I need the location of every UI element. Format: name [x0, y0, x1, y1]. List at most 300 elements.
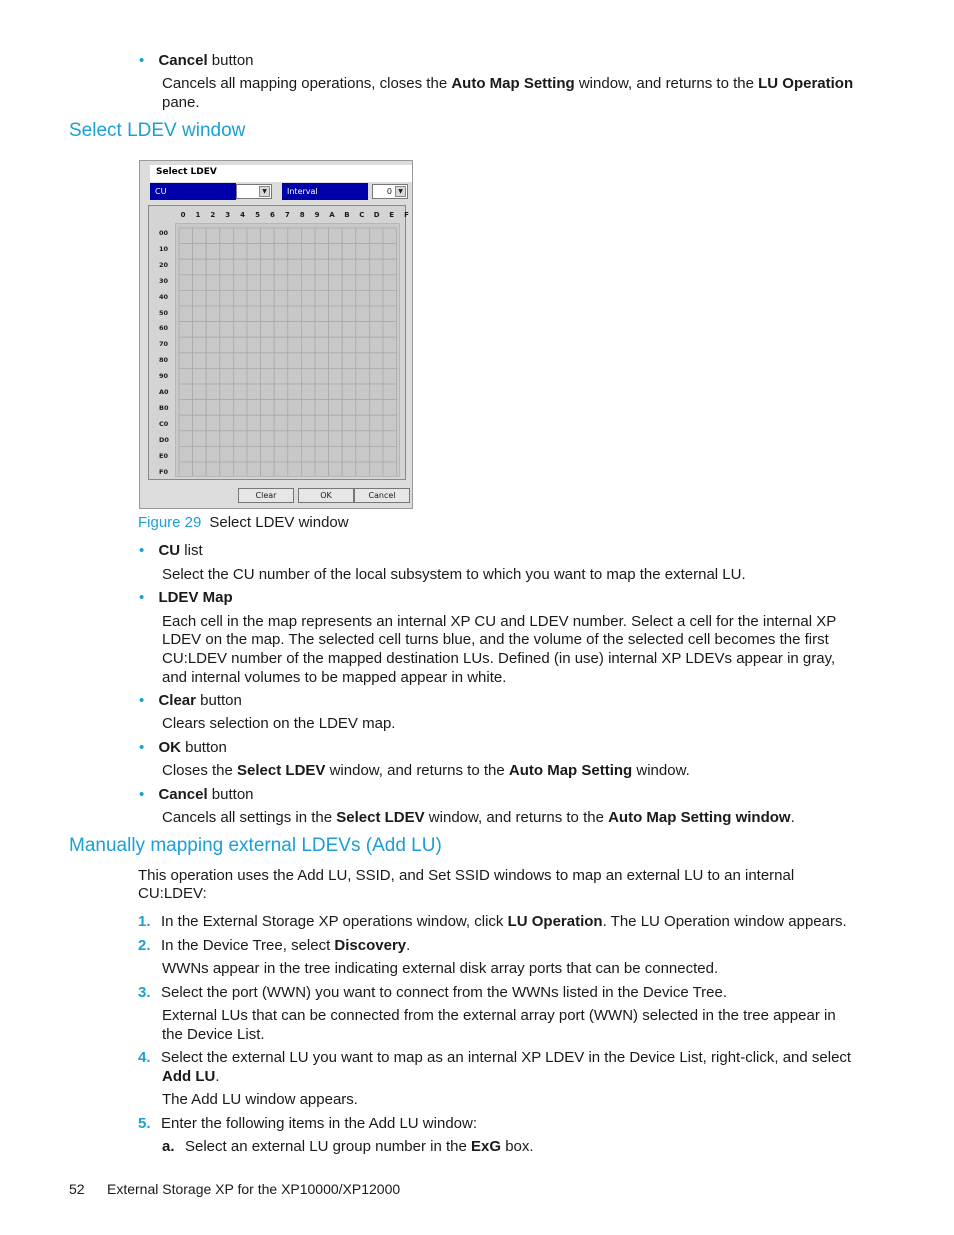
- ldev-cell[interactable]: [274, 306, 288, 322]
- ldev-cell[interactable]: [369, 228, 383, 244]
- step-2-note: WWNs appear in the tree indicating external disk array ports that can be connected.: [162, 960, 719, 977]
- ldev-cell[interactable]: [274, 431, 288, 447]
- ok-button[interactable]: OK: [298, 488, 354, 503]
- ldev-cell[interactable]: [329, 275, 343, 291]
- ldev-cell[interactable]: [383, 400, 397, 416]
- ldev-cell[interactable]: [193, 368, 207, 384]
- ldev-cell[interactable]: [247, 446, 261, 462]
- ldev-cell[interactable]: [342, 228, 356, 244]
- row-header: 30: [159, 276, 169, 285]
- ldev-cell[interactable]: [301, 306, 315, 322]
- ldev-cell[interactable]: [369, 431, 383, 447]
- ldev-cell[interactable]: [369, 368, 383, 384]
- ldev-cell[interactable]: [369, 259, 383, 275]
- ldev-cell[interactable]: [274, 259, 288, 275]
- ldev-cell[interactable]: [329, 368, 343, 384]
- ldev-cell[interactable]: [356, 259, 370, 275]
- ldev-cell[interactable]: [274, 228, 288, 244]
- ldev-cell[interactable]: [206, 337, 220, 353]
- ldev-cell[interactable]: [233, 306, 247, 322]
- ldev-cell[interactable]: [220, 337, 234, 353]
- ldev-cell[interactable]: [288, 353, 302, 369]
- ldev-cell[interactable]: [261, 259, 275, 275]
- ldev-cell[interactable]: [233, 275, 247, 291]
- row-header: 00: [159, 229, 169, 237]
- ldev-cell[interactable]: [369, 462, 383, 477]
- ldev-cell[interactable]: [315, 244, 329, 260]
- ldev-cell[interactable]: [356, 400, 370, 416]
- ldev-cell[interactable]: [193, 322, 207, 338]
- ldev-cell[interactable]: [220, 322, 234, 338]
- ldev-cell[interactable]: [206, 322, 220, 338]
- ldev-cell[interactable]: [220, 290, 234, 306]
- ldev-cell[interactable]: [261, 275, 275, 291]
- ldev-cell[interactable]: [356, 368, 370, 384]
- ldev-cell[interactable]: [342, 290, 356, 306]
- ldev-cell[interactable]: [179, 337, 193, 353]
- cancel-top-desc-2: pane.: [162, 94, 200, 111]
- ldev-cell[interactable]: [247, 322, 261, 338]
- ldev-cell[interactable]: [247, 306, 261, 322]
- ldev-cell[interactable]: [274, 415, 288, 431]
- ldev-cell[interactable]: [383, 384, 397, 400]
- ldev-cell[interactable]: [383, 275, 397, 291]
- ldev-cell[interactable]: [274, 462, 288, 477]
- ldev-cell[interactable]: [356, 244, 370, 260]
- ldev-cell[interactable]: [288, 337, 302, 353]
- ldev-cell[interactable]: [247, 415, 261, 431]
- ldev-cell[interactable]: [206, 228, 220, 244]
- ldev-cell[interactable]: [288, 415, 302, 431]
- clear-desc: Clears selection on the LDEV map.: [162, 715, 396, 732]
- ldev-cell[interactable]: [220, 353, 234, 369]
- ldev-cell[interactable]: [329, 322, 343, 338]
- ldev-cell[interactable]: [274, 290, 288, 306]
- ldev-cell[interactable]: [206, 462, 220, 477]
- ldev-cell[interactable]: [383, 306, 397, 322]
- ldev-cell[interactable]: [383, 228, 397, 244]
- ldev-cell[interactable]: [220, 228, 234, 244]
- bullet-icon: •: [139, 692, 145, 709]
- ldev-cell[interactable]: [274, 353, 288, 369]
- ldev-cell[interactable]: [301, 228, 315, 244]
- ldev-cell[interactable]: [288, 275, 302, 291]
- ldev-cell[interactable]: [329, 415, 343, 431]
- ldev-cell[interactable]: [329, 306, 343, 322]
- ldev-cell[interactable]: [383, 462, 397, 477]
- ldev-cell[interactable]: [247, 290, 261, 306]
- ldev-cell[interactable]: [233, 322, 247, 338]
- ldev-cell[interactable]: [315, 275, 329, 291]
- ldev-cell[interactable]: [206, 275, 220, 291]
- bullet-ldev-map: • LDEV Map: [139, 589, 233, 606]
- ldev-cell[interactable]: [274, 384, 288, 400]
- ldev-cell[interactable]: [369, 244, 383, 260]
- ldev-cell[interactable]: [356, 228, 370, 244]
- ldev-cell[interactable]: [261, 431, 275, 447]
- ldev-cell[interactable]: [356, 446, 370, 462]
- ldev-cell[interactable]: [383, 415, 397, 431]
- step-5a: a. Select an external LU group number in the ExG box.: [162, 1138, 534, 1155]
- ldev-cell[interactable]: [261, 384, 275, 400]
- row-header: B0: [159, 403, 169, 412]
- ldev-cell[interactable]: [220, 446, 234, 462]
- column-header: B: [344, 211, 350, 219]
- ldev-cell[interactable]: [342, 259, 356, 275]
- ldev-cell[interactable]: [220, 415, 234, 431]
- ldev-cell[interactable]: [383, 322, 397, 338]
- ldev-cell[interactable]: [179, 368, 193, 384]
- ldev-cell[interactable]: [315, 431, 329, 447]
- ldev-cell[interactable]: [206, 415, 220, 431]
- ldev-cell[interactable]: [233, 384, 247, 400]
- ldev-cell[interactable]: [288, 384, 302, 400]
- interval-dropdown[interactable]: 0 ▼: [372, 184, 408, 199]
- step-4-cont: Add LU.: [162, 1068, 220, 1085]
- row-header: 60: [159, 324, 169, 333]
- ldev-cell[interactable]: [369, 446, 383, 462]
- bullet-cancel: • Cancel button: [139, 786, 254, 803]
- ldev-cell[interactable]: [356, 290, 370, 306]
- ldev-cell[interactable]: [247, 400, 261, 416]
- ldev-cell[interactable]: [179, 275, 193, 291]
- ldev-cell[interactable]: [193, 290, 207, 306]
- ldev-cell[interactable]: [369, 415, 383, 431]
- ldev-cell[interactable]: [261, 337, 275, 353]
- ldev-cell[interactable]: [301, 275, 315, 291]
- ldev-cell[interactable]: [369, 322, 383, 338]
- ldev-cell[interactable]: [315, 415, 329, 431]
- ldev-cell[interactable]: [301, 462, 315, 477]
- ldev-cell[interactable]: [193, 431, 207, 447]
- ldev-cell[interactable]: [179, 446, 193, 462]
- ldev-cell[interactable]: [274, 244, 288, 260]
- ldev-cell[interactable]: [247, 259, 261, 275]
- ldev-cell[interactable]: [206, 353, 220, 369]
- ldev-cell[interactable]: [288, 368, 302, 384]
- ldev-cell[interactable]: [247, 228, 261, 244]
- ldev-cell[interactable]: [288, 228, 302, 244]
- ldev-cell[interactable]: [383, 244, 397, 260]
- ldev-cell[interactable]: [288, 322, 302, 338]
- ldev-cell[interactable]: [261, 306, 275, 322]
- ldev-cell[interactable]: [356, 431, 370, 447]
- ldev-cell[interactable]: [369, 275, 383, 291]
- bullet-icon: •: [139, 52, 145, 69]
- ldev-cell[interactable]: [315, 400, 329, 416]
- ldev-cell[interactable]: [220, 400, 234, 416]
- ldev-cell[interactable]: [342, 415, 356, 431]
- ldev-cell[interactable]: [220, 306, 234, 322]
- ldev-cell[interactable]: [179, 244, 193, 260]
- ldev-map-desc-1: Each cell in the map represents an internal XP CU and LDEV number. Select a cell for the internal XP: [162, 613, 837, 630]
- ldev-cell[interactable]: [193, 244, 207, 260]
- ldev-cell[interactable]: [193, 415, 207, 431]
- ldev-cell[interactable]: [179, 431, 193, 447]
- ldev-cell[interactable]: [356, 384, 370, 400]
- ldev-cell[interactable]: [247, 462, 261, 477]
- section-heading-select-ldev: Select LDEV window: [69, 120, 246, 141]
- ldev-cell[interactable]: [342, 368, 356, 384]
- ldev-cell[interactable]: [193, 337, 207, 353]
- ldev-cell[interactable]: [356, 353, 370, 369]
- ldev-cell[interactable]: [220, 431, 234, 447]
- ldev-cell[interactable]: [342, 244, 356, 260]
- ldev-cell[interactable]: [356, 322, 370, 338]
- row-header: 90: [159, 372, 169, 381]
- ldev-cell[interactable]: [329, 431, 343, 447]
- ldev-cell[interactable]: [193, 228, 207, 244]
- ldev-cell[interactable]: [233, 244, 247, 260]
- ldev-cell[interactable]: [301, 259, 315, 275]
- ldev-cell[interactable]: [342, 275, 356, 291]
- ldev-cell[interactable]: [315, 228, 329, 244]
- ldev-cell[interactable]: [329, 259, 343, 275]
- ldev-cell[interactable]: [329, 337, 343, 353]
- ldev-cell[interactable]: [288, 290, 302, 306]
- ldev-cell[interactable]: [288, 446, 302, 462]
- ldev-cell[interactable]: [383, 259, 397, 275]
- cancel-top-desc: Cancels all mapping operations, closes the Auto Map Setting window, and returns to the LU Operation: [162, 75, 854, 92]
- ldev-cell[interactable]: [301, 322, 315, 338]
- ldev-cell[interactable]: [247, 275, 261, 291]
- ldev-cell[interactable]: [233, 415, 247, 431]
- ldev-cell[interactable]: [329, 446, 343, 462]
- ldev-cell[interactable]: [206, 384, 220, 400]
- ldev-cell[interactable]: [233, 446, 247, 462]
- ldev-cell[interactable]: [206, 244, 220, 260]
- cancel-button[interactable]: Cancel: [354, 488, 410, 503]
- ldev-cell[interactable]: [179, 290, 193, 306]
- ldev-cell[interactable]: [261, 353, 275, 369]
- column-header: 5: [255, 211, 260, 219]
- bullet-icon: •: [139, 542, 145, 559]
- ldev-cell[interactable]: [383, 431, 397, 447]
- ldev-cell[interactable]: [193, 384, 207, 400]
- ldev-cell[interactable]: [193, 353, 207, 369]
- ldev-cell[interactable]: [274, 400, 288, 416]
- ldev-cell[interactable]: [233, 431, 247, 447]
- ldev-cell[interactable]: [315, 259, 329, 275]
- ldev-cell[interactable]: [261, 244, 275, 260]
- ldev-cell[interactable]: [274, 446, 288, 462]
- bullet-clear: • Clear button: [139, 692, 242, 709]
- ldev-cell[interactable]: [220, 384, 234, 400]
- ldev-cell[interactable]: [247, 384, 261, 400]
- ldev-cell[interactable]: [329, 290, 343, 306]
- ldev-cell[interactable]: [301, 353, 315, 369]
- ldev-cell[interactable]: [301, 384, 315, 400]
- row-header: 80: [159, 356, 169, 365]
- ldev-cell[interactable]: [301, 244, 315, 260]
- ldev-cell[interactable]: [342, 337, 356, 353]
- ldev-cell[interactable]: [301, 368, 315, 384]
- ldev-cell[interactable]: [220, 462, 234, 477]
- ldev-cell[interactable]: [193, 259, 207, 275]
- ldev-cell[interactable]: [315, 290, 329, 306]
- row-header: 40: [159, 292, 169, 301]
- ldev-cell[interactable]: [315, 353, 329, 369]
- bullet-cu-list: • CU list: [139, 542, 203, 559]
- ldev-cell[interactable]: [342, 446, 356, 462]
- ldev-cell[interactable]: [193, 306, 207, 322]
- ldev-cell[interactable]: [220, 259, 234, 275]
- ldev-cell[interactable]: [329, 353, 343, 369]
- ldev-cell[interactable]: [301, 415, 315, 431]
- ldev-cell[interactable]: [329, 244, 343, 260]
- ldev-cell[interactable]: [233, 228, 247, 244]
- ldev-cell[interactable]: [301, 400, 315, 416]
- ldev-cell[interactable]: [369, 337, 383, 353]
- ldev-cell[interactable]: [179, 353, 193, 369]
- ldev-cell[interactable]: [342, 322, 356, 338]
- ldev-cell[interactable]: [288, 306, 302, 322]
- ldev-cell[interactable]: [261, 368, 275, 384]
- ldev-cell[interactable]: [193, 446, 207, 462]
- ldev-cell[interactable]: [220, 275, 234, 291]
- footer-title: External Storage XP for the XP10000/XP12000: [107, 1181, 401, 1197]
- ldev-cell[interactable]: [383, 446, 397, 462]
- ldev-cell[interactable]: [288, 431, 302, 447]
- ldev-cell[interactable]: [383, 290, 397, 306]
- ldev-cell[interactable]: [329, 228, 343, 244]
- ldev-cell[interactable]: [369, 353, 383, 369]
- ldev-cell[interactable]: [369, 290, 383, 306]
- ldev-cell[interactable]: [301, 446, 315, 462]
- ldev-cell[interactable]: [342, 353, 356, 369]
- ldev-cell[interactable]: [315, 306, 329, 322]
- ldev-cell[interactable]: [206, 400, 220, 416]
- ldev-cell[interactable]: [369, 306, 383, 322]
- ldev-cell[interactable]: [301, 290, 315, 306]
- ldev-cell[interactable]: [315, 322, 329, 338]
- ldev-cell[interactable]: [342, 431, 356, 447]
- ldev-cell[interactable]: [233, 400, 247, 416]
- ldev-cell[interactable]: [369, 384, 383, 400]
- ldev-cell[interactable]: [247, 337, 261, 353]
- ldev-cell[interactable]: [179, 259, 193, 275]
- ldev-cell[interactable]: [342, 462, 356, 477]
- ldev-cell[interactable]: [329, 400, 343, 416]
- ldev-cell[interactable]: [193, 400, 207, 416]
- cu-label: CU: [150, 183, 236, 200]
- ldev-cell[interactable]: [315, 368, 329, 384]
- ldev-cell[interactable]: [329, 462, 343, 477]
- ldev-cell[interactable]: [356, 462, 370, 477]
- ldev-cell[interactable]: [301, 337, 315, 353]
- ldev-cell[interactable]: [301, 431, 315, 447]
- ldev-cell[interactable]: [288, 259, 302, 275]
- ldev-cell[interactable]: [342, 384, 356, 400]
- ldev-cell[interactable]: [247, 431, 261, 447]
- ldev-cell[interactable]: [233, 259, 247, 275]
- ldev-cell[interactable]: [288, 462, 302, 477]
- ldev-cell[interactable]: [220, 244, 234, 260]
- ldev-cell[interactable]: [274, 368, 288, 384]
- ldev-cell[interactable]: [247, 353, 261, 369]
- ldev-cell[interactable]: [356, 306, 370, 322]
- ldev-cell[interactable]: [247, 368, 261, 384]
- ldev-cell[interactable]: [315, 384, 329, 400]
- bullet-icon: •: [139, 786, 145, 803]
- window-title-bar: Select LDEV: [150, 165, 412, 182]
- ldev-cell[interactable]: [179, 415, 193, 431]
- ldev-cell[interactable]: [247, 244, 261, 260]
- ldev-cell[interactable]: [233, 462, 247, 477]
- ldev-cell[interactable]: [179, 384, 193, 400]
- ldev-cell[interactable]: [261, 290, 275, 306]
- ldev-cell[interactable]: [179, 322, 193, 338]
- step-2: 2. In the Device Tree, select Discovery.: [138, 937, 411, 954]
- ldev-cell[interactable]: [274, 337, 288, 353]
- ldev-cell[interactable]: [220, 368, 234, 384]
- ldev-cell[interactable]: [288, 244, 302, 260]
- step-3-note-1: External LUs that can be connected from the external array port (WWN) selected in the tree appear in: [162, 1007, 836, 1024]
- ldev-cell[interactable]: [193, 275, 207, 291]
- ldev-cell[interactable]: [356, 337, 370, 353]
- ldev-cell[interactable]: [315, 446, 329, 462]
- ldev-map-grid[interactable]: [175, 223, 400, 477]
- ldev-cell[interactable]: [261, 415, 275, 431]
- ldev-cell[interactable]: [356, 275, 370, 291]
- ldev-cell[interactable]: [179, 400, 193, 416]
- ldev-cell[interactable]: [288, 400, 302, 416]
- clear-button[interactable]: Clear: [238, 488, 294, 503]
- ldev-cell[interactable]: [206, 290, 220, 306]
- bullet-icon: •: [139, 589, 145, 606]
- ldev-cell[interactable]: [179, 228, 193, 244]
- ldev-cell[interactable]: [261, 446, 275, 462]
- ldev-map: [148, 205, 409, 480]
- ldev-cell[interactable]: [206, 446, 220, 462]
- ldev-cell[interactable]: [233, 368, 247, 384]
- ldev-cell[interactable]: [179, 306, 193, 322]
- add-lu-intro-1: This operation uses the Add LU, SSID, and Set SSID windows to map an external LU to an internal: [138, 867, 795, 884]
- ldev-cell[interactable]: [315, 462, 329, 477]
- ldev-cell[interactable]: [369, 400, 383, 416]
- ldev-cell[interactable]: [274, 322, 288, 338]
- ldev-cell[interactable]: [342, 306, 356, 322]
- ldev-map-desc-3: CU:LDEV number of the mapped destination LUs. Defined (in use) internal XP LDEVs appear in gray,: [162, 650, 836, 667]
- ldev-cell[interactable]: [179, 462, 193, 477]
- ldev-cell[interactable]: [274, 275, 288, 291]
- ldev-cell[interactable]: [329, 384, 343, 400]
- ldev-cell[interactable]: [261, 228, 275, 244]
- ldev-cell[interactable]: [206, 259, 220, 275]
- ldev-cell[interactable]: [315, 337, 329, 353]
- ldev-cell[interactable]: [356, 415, 370, 431]
- column-header: C: [359, 211, 365, 219]
- ldev-cell[interactable]: [233, 290, 247, 306]
- ldev-cell[interactable]: [383, 368, 397, 384]
- cu-dropdown[interactable]: [236, 184, 272, 199]
- ldev-cell[interactable]: [193, 462, 207, 477]
- column-header: 6: [269, 211, 275, 219]
- ldev-cell[interactable]: [342, 400, 356, 416]
- column-header: 9: [314, 211, 320, 219]
- ldev-cell[interactable]: [206, 306, 220, 322]
- ldev-cell[interactable]: [206, 431, 220, 447]
- ldev-cell[interactable]: [261, 322, 275, 338]
- ldev-cell[interactable]: [233, 337, 247, 353]
- ldev-cell[interactable]: [383, 337, 397, 353]
- ldev-cell[interactable]: [233, 353, 247, 369]
- ldev-cell[interactable]: [261, 400, 275, 416]
- ldev-cell[interactable]: [261, 462, 275, 477]
- ldev-cell[interactable]: [206, 368, 220, 384]
- row-header: 20: [159, 260, 169, 269]
- ldev-cell[interactable]: [383, 353, 397, 369]
